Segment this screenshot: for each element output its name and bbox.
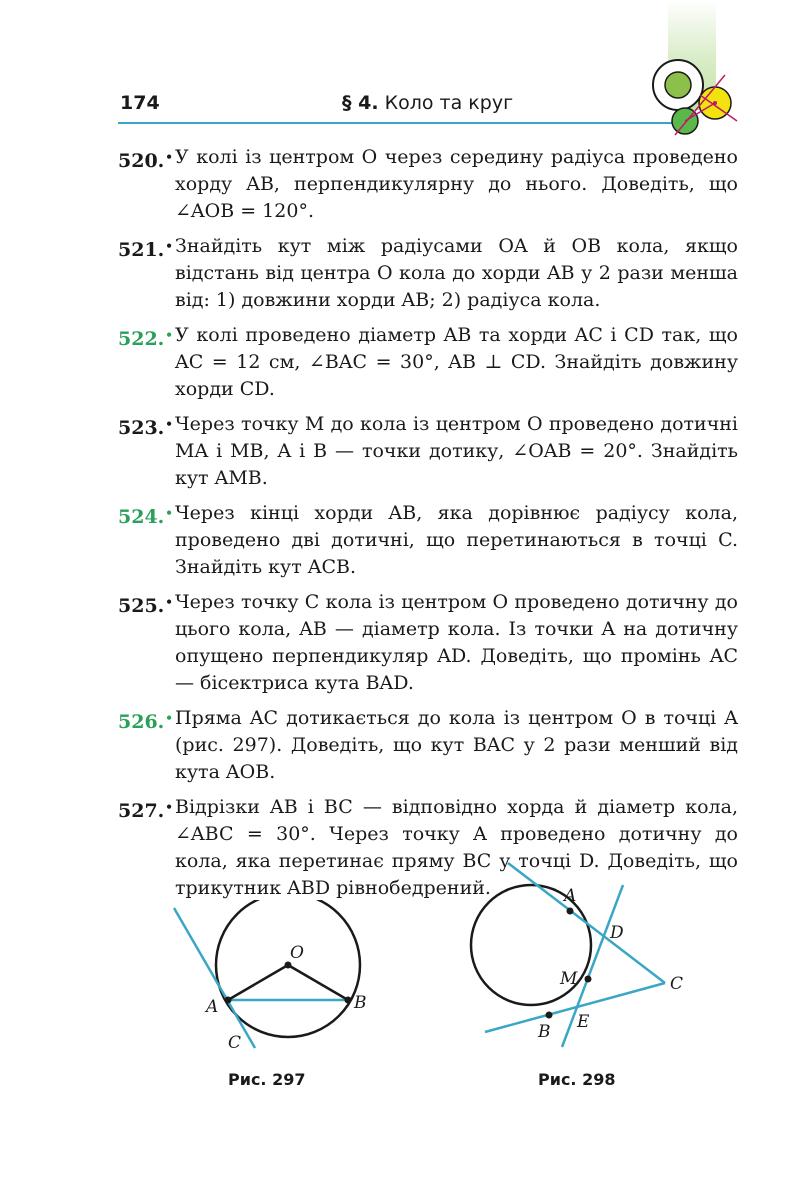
radius-ob bbox=[288, 965, 348, 1000]
problem-text: Через точку C кола із центром O проведено дотичну до цього кола, AB — діаметр кола. Із точки A на дотичну опущено перпендикуляр AD. Доведіть, що промінь AC — бісектриса кута BAD. bbox=[175, 591, 738, 694]
circles-logo-icon bbox=[645, 55, 745, 145]
problem-text: Через точку M до кола із центром O проведено дотичні MA і MB, A і B — точки дотику, ∠OAB = 20°. Знайдіть кут AMB. bbox=[175, 413, 738, 489]
section-title: Коло та круг bbox=[384, 92, 514, 114]
point-m bbox=[585, 976, 592, 983]
figure-297-caption: Рис. 297 bbox=[228, 1070, 306, 1089]
label-b: B bbox=[538, 1022, 551, 1042]
problem-521 bbox=[118, 233, 738, 314]
label-o: O bbox=[290, 943, 304, 963]
point-b bbox=[345, 997, 352, 1004]
running-head bbox=[342, 92, 513, 114]
tangent-line bbox=[174, 908, 255, 1048]
problem-number: 521.• bbox=[118, 239, 173, 261]
figure-298-diagram bbox=[460, 855, 720, 1055]
problem-523 bbox=[118, 411, 738, 492]
problem-number: 526.• bbox=[118, 711, 173, 733]
label-a: A bbox=[206, 997, 219, 1017]
label-a: A bbox=[564, 886, 577, 906]
problem-number: 524.• bbox=[118, 506, 173, 528]
figure-298-caption: Рис. 298 bbox=[538, 1070, 616, 1089]
section-mark: § 4. bbox=[342, 92, 379, 114]
problem-520 bbox=[118, 144, 738, 225]
problem-526 bbox=[118, 705, 738, 786]
problem-text: Знайдіть кут між радіусами OA й OB кола, якщо відстань від центра O кола до хорди AB у 2 рази менша від: 1) довжини хорди AB; 2) радіуса кола. bbox=[175, 235, 738, 311]
point-a bbox=[225, 997, 232, 1004]
page-header bbox=[0, 0, 800, 140]
problem-text: Через кінці хорди AB, яка дорівнює радіусу кола, проведено дві дотичні, що перетинаються в точці C. Знайдіть кут ACB. bbox=[175, 502, 738, 578]
problem-text: Відрізки AB і BC — відповідно хорда й діаметр кола, ∠ABC = 30°. Через точку A проведено дотичну до кола, яка перетинає пряму BC у точці D. Доведіть, що трикутник ABD рівнобедрений. bbox=[175, 796, 738, 899]
point-b bbox=[546, 1012, 553, 1019]
problem-number: 525.• bbox=[118, 595, 173, 617]
label-m: M bbox=[560, 969, 578, 989]
page-number: 174 bbox=[120, 92, 160, 114]
problem-number: 523.• bbox=[118, 417, 173, 439]
label-b: B bbox=[354, 993, 367, 1013]
radius-oa bbox=[228, 965, 288, 1000]
problem-524 bbox=[118, 500, 738, 581]
problem-text: У колі із центром O через середину радіуса проведено хорду AB, перпендикулярну до нього. Доведіть, що ∠AOB = 120°. bbox=[175, 146, 738, 222]
figure-297-diagram bbox=[160, 900, 390, 1060]
label-c: C bbox=[670, 974, 684, 994]
problem-list bbox=[118, 144, 738, 910]
problem-number: 527.• bbox=[118, 800, 173, 822]
point-a bbox=[567, 908, 574, 915]
problem-text: Пряма AC дотикається до кола із центром O в точці A (рис. 297). Доведіть, що кут BAC у 2 рази менший від кута AOB. bbox=[175, 707, 738, 783]
label-c: C bbox=[228, 1033, 242, 1053]
label-d: D bbox=[610, 923, 624, 943]
problem-525 bbox=[118, 589, 738, 697]
problem-number: 520.• bbox=[118, 150, 173, 172]
tangent-b-line bbox=[485, 983, 665, 1032]
problem-text: У колі проведено діаметр AB та хорди AC і CD так, що AC = 12 см, ∠BAC = 30°, AB ⊥ CD. Знайдіть довжину хорди CD. bbox=[175, 324, 738, 400]
problem-522 bbox=[118, 322, 738, 403]
label-e: E bbox=[577, 1012, 590, 1032]
problem-number: 522.• bbox=[118, 328, 173, 350]
header-rule bbox=[118, 122, 683, 124]
